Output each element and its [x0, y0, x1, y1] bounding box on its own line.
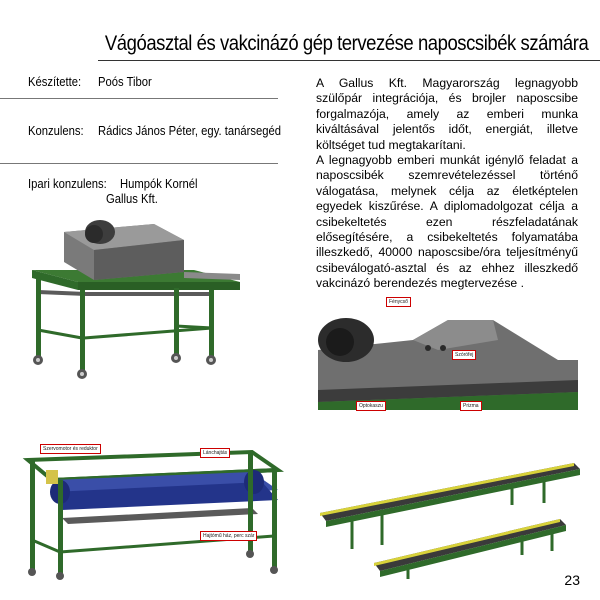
industry-advisor-company: Gallus Kft.	[106, 192, 158, 206]
detail-render-figure	[318, 310, 578, 410]
callout-servo-motor: Szervomotor és reduktor	[40, 444, 101, 454]
divider-1	[0, 98, 278, 99]
page-number: 23	[564, 572, 580, 588]
callout-spray-head: Szórófej	[452, 350, 476, 360]
callout-light-tube: Fénycső	[386, 297, 411, 307]
title-rule	[98, 60, 600, 61]
conveyor-belts-figure	[312, 455, 587, 580]
author-name: Poós Tibor	[98, 75, 152, 89]
sorting-table-figure	[24, 210, 254, 385]
advisor-label: Konzulens:	[28, 124, 84, 138]
conveyor-frame-figure	[22, 440, 284, 580]
advisor-name: Rádics János Péter, egy. tanársegéd	[98, 124, 282, 138]
paragraph-1: A Gallus Kft. Magyarország legnagyobb szülőpár integrációja, és brojler naposcsibe forgalmazója, amely az emberi munka kiváltásával jelentős időt, energiát, illetve költséget tud megtakarítani.	[316, 76, 578, 152]
page-title: Vágóasztal és vakcinázó gép tervezése naposcsibék számára	[104, 32, 588, 55]
industry-advisor-label: Ipari konzulens:	[28, 177, 107, 191]
callout-optical-sensor: Optokaszu	[356, 401, 386, 411]
callout-prism: Prizma	[460, 401, 482, 411]
callout-chain-drive: Lánchajtás	[200, 448, 230, 458]
abstract-text	[316, 76, 578, 292]
divider-2	[0, 163, 278, 164]
author-label: Készítette:	[28, 75, 82, 89]
paragraph-2: A legnagyobb emberi munkát igénylő feladat a naposcsibék szemrevételezéssel történő válogatása, melynek célja az életképtelen egyedek kiszűrése. A diplomadolgozat célja a csibekeltetés ezen részfeladatának elősegítésére, a csibekeltetés folyamatába illeszkedő, 40000 naposcsibe/óra teljesítményű csibeválogató-asztal és az ehhez illeszkedő vakcinázó berendezés megtervezése .	[316, 153, 578, 291]
industry-advisor-name: Humpók Kornél	[120, 177, 198, 191]
callout-gear-housing: Hajtómű ház, perc szár	[200, 531, 257, 541]
